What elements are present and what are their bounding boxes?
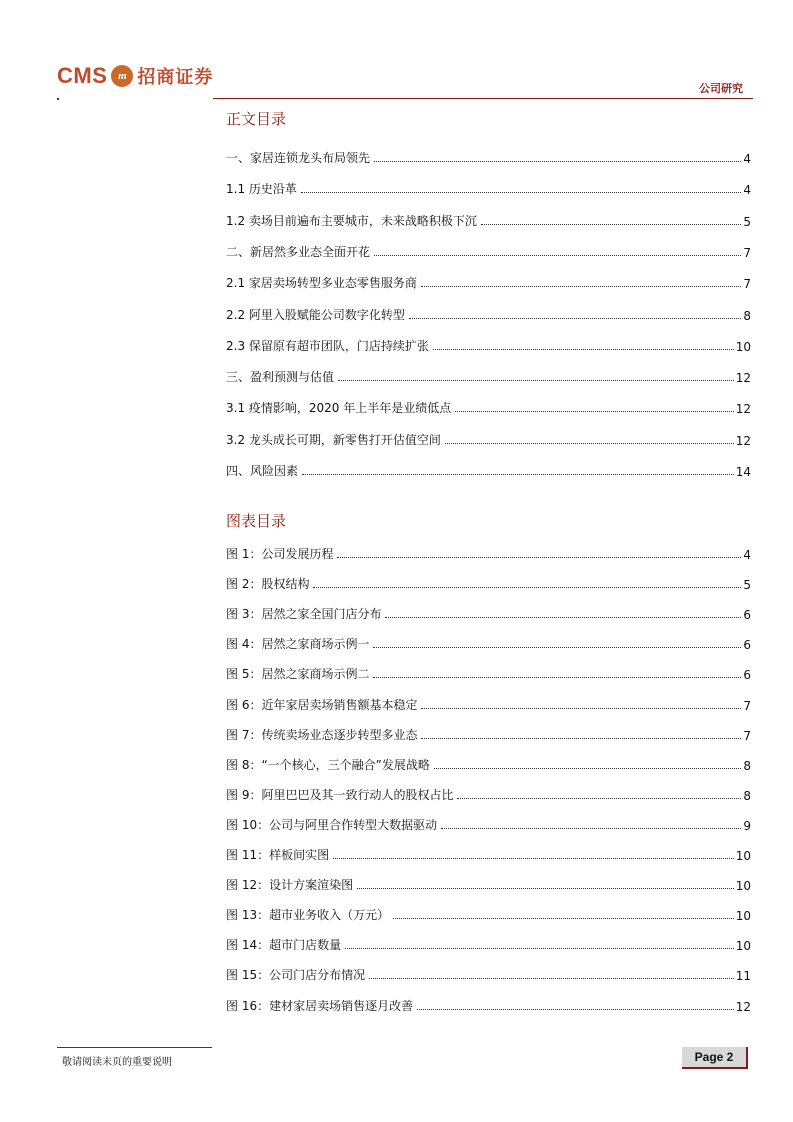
dot-leader	[337, 557, 741, 558]
figure-entry[interactable]	[226, 873, 751, 893]
entry-title: 图 11：样板间实图	[226, 848, 330, 862]
dot-leader	[441, 828, 741, 829]
dot-leader	[409, 318, 741, 319]
toc-entry[interactable]	[226, 428, 751, 448]
dot-leader	[373, 677, 741, 678]
entry-title: 图 10：公司与阿里合作转型大数据驱动	[226, 817, 438, 832]
entry-page-number: 6	[743, 608, 751, 623]
figure-entry[interactable]	[226, 783, 751, 803]
figure-entry[interactable]	[226, 723, 751, 743]
toc-entry[interactable]	[226, 365, 751, 385]
entry-title: 图 13：超市业务收入（万元）	[226, 908, 390, 923]
entry-page-number: 12	[735, 433, 751, 448]
entry-title: 2.1 家居卖场转型多业态零售服务商	[226, 276, 417, 291]
toc-entry[interactable]	[226, 396, 751, 416]
toc-title: 正文目录	[226, 110, 287, 128]
figure-entry[interactable]	[226, 602, 751, 622]
dot-leader	[445, 443, 734, 444]
entry-title: 一、家居连锁龙头布局领先	[226, 151, 371, 165]
entry-title: 图 3：居然之家全国门店分布	[226, 607, 382, 622]
dot-leader	[421, 708, 741, 709]
page-number-badge: Page 2	[682, 1047, 748, 1069]
entry-page-number: 12	[735, 402, 751, 417]
toc-entry[interactable]	[226, 334, 751, 354]
dot-leader	[481, 224, 741, 225]
figure-entry[interactable]	[226, 662, 751, 682]
entry-page-number: 4	[743, 183, 751, 198]
entry-page-number: 5	[743, 578, 751, 593]
entry-page-number: 6	[743, 668, 751, 683]
dot-leader	[421, 738, 741, 739]
entry-page-number: 7	[743, 728, 751, 743]
dot-leader	[421, 286, 741, 287]
entry-title: 2.3 保留原有超市团队，门店持续扩张	[226, 338, 429, 353]
entry-page-number: 8	[743, 308, 751, 323]
figure-entry[interactable]	[226, 933, 751, 953]
logo-chinese-text: 招商证券	[137, 67, 214, 88]
entry-title: 图 16：建材家居卖场销售逐月改善	[226, 998, 414, 1013]
entry-title: 图 15：公司门店分布情况	[226, 968, 366, 983]
dot-leader	[374, 161, 741, 162]
dot-leader	[374, 255, 741, 256]
entry-title: 三、盈利预测与估值	[226, 370, 335, 385]
entry-title: 图 14：超市门店数量	[226, 938, 342, 953]
figures-title: 图表目录	[226, 512, 287, 530]
entry-title: 图 6：近年家居卖场销售额基本稳定	[226, 697, 418, 712]
toc-entry[interactable]	[226, 177, 751, 197]
entry-title: 3.2 龙头成长可期，新零售打开估值空间	[226, 432, 441, 447]
figure-entry[interactable]	[226, 572, 751, 592]
entry-title: 图 7：传统卖场业态逐步转型多业态	[226, 727, 418, 742]
toc-entry[interactable]	[226, 303, 751, 323]
entry-page-number: 8	[743, 788, 751, 803]
entry-title: 3.1 疫情影响，2020 年上半年是业绩低点	[226, 401, 452, 416]
entry-title: 图 4：居然之家商场示例一	[226, 637, 370, 652]
entry-page-number: 12	[735, 999, 751, 1014]
dot-leader	[417, 1009, 734, 1010]
entry-page-number: 14	[735, 465, 751, 479]
entry-page-number: 7	[743, 245, 751, 260]
entry-title: 2.2 阿里入股赋能公司数字化转型	[226, 307, 405, 322]
figure-entry[interactable]	[226, 963, 751, 983]
toc-entry[interactable]	[226, 459, 751, 479]
figure-entry[interactable]	[226, 542, 751, 562]
entry-title: 图 12：设计方案渲染图	[226, 878, 354, 893]
entry-title: 图 2：股权结构	[226, 577, 310, 592]
entry-page-number: 10	[735, 909, 751, 924]
entry-page-number: 6	[743, 638, 751, 653]
dot-leader	[345, 948, 734, 949]
entry-page-number: 12	[735, 371, 751, 386]
report-type-label: 公司研究	[699, 82, 743, 95]
entry-page-number: 11	[735, 969, 751, 984]
header-divider	[213, 98, 753, 99]
dot-leader	[333, 858, 734, 859]
dot-leader	[302, 474, 734, 475]
figure-entry[interactable]	[226, 693, 751, 713]
entry-title: 1.1 历史沿革	[226, 182, 297, 197]
toc-entry[interactable]	[226, 209, 751, 229]
figure-entry[interactable]	[226, 903, 751, 923]
footer-divider	[57, 1047, 212, 1048]
entry-page-number: 10	[735, 849, 751, 863]
figure-entry[interactable]	[226, 813, 751, 833]
entry-page-number: 8	[743, 758, 751, 773]
dot-leader	[455, 411, 733, 412]
dot-leader	[338, 380, 734, 381]
entry-title: 二、新居然多业态全面开花	[226, 244, 371, 259]
entry-page-number: 9	[743, 818, 751, 833]
entry-title: 图 5：居然之家商场示例二	[226, 667, 370, 682]
dot-leader	[385, 617, 741, 618]
footer-note: 敬请阅读末页的重要说明	[62, 1057, 172, 1068]
entry-title: 图 9：阿里巴巴及其一致行动人的股权占比	[226, 787, 454, 802]
logo-cms-text: CMS	[57, 63, 108, 88]
entry-page-number: 4	[743, 548, 751, 562]
entry-title: 四、风险因素	[226, 464, 299, 478]
entry-page-number: 7	[743, 277, 751, 292]
figure-entry[interactable]	[226, 994, 751, 1014]
entry-page-number: 10	[735, 879, 751, 894]
dot-leader	[313, 587, 741, 588]
dot-leader	[393, 918, 734, 919]
company-logo	[57, 60, 213, 92]
entry-page-number: 4	[743, 152, 751, 166]
dot-leader	[369, 978, 734, 979]
entry-page-number: 10	[735, 339, 751, 354]
dot-leader	[433, 349, 734, 350]
dot-leader	[301, 192, 741, 193]
entry-page-number: 10	[735, 939, 751, 954]
entry-title: 图 8：“一个核心，三个融合”发展战略	[226, 757, 430, 772]
toc-entry[interactable]	[226, 271, 751, 291]
logo-emblem-icon: m	[111, 65, 133, 87]
entry-title: 图 1：公司发展历程	[226, 547, 334, 561]
dot-leader	[457, 798, 741, 799]
dot-leader	[434, 768, 741, 769]
figure-entry[interactable]	[226, 632, 751, 652]
dot-leader	[373, 647, 741, 648]
toc-entry[interactable]	[226, 146, 751, 166]
entry-title: 1.2 卖场目前遍布主要城市，未来战略积极下沉	[226, 213, 477, 228]
entry-page-number: 5	[743, 214, 751, 229]
figure-entry[interactable]	[226, 753, 751, 773]
entry-page-number: 7	[743, 698, 751, 713]
header-dot	[57, 98, 59, 100]
figure-entry[interactable]	[226, 843, 751, 863]
dot-leader	[357, 888, 734, 889]
toc-entry[interactable]	[226, 240, 751, 260]
